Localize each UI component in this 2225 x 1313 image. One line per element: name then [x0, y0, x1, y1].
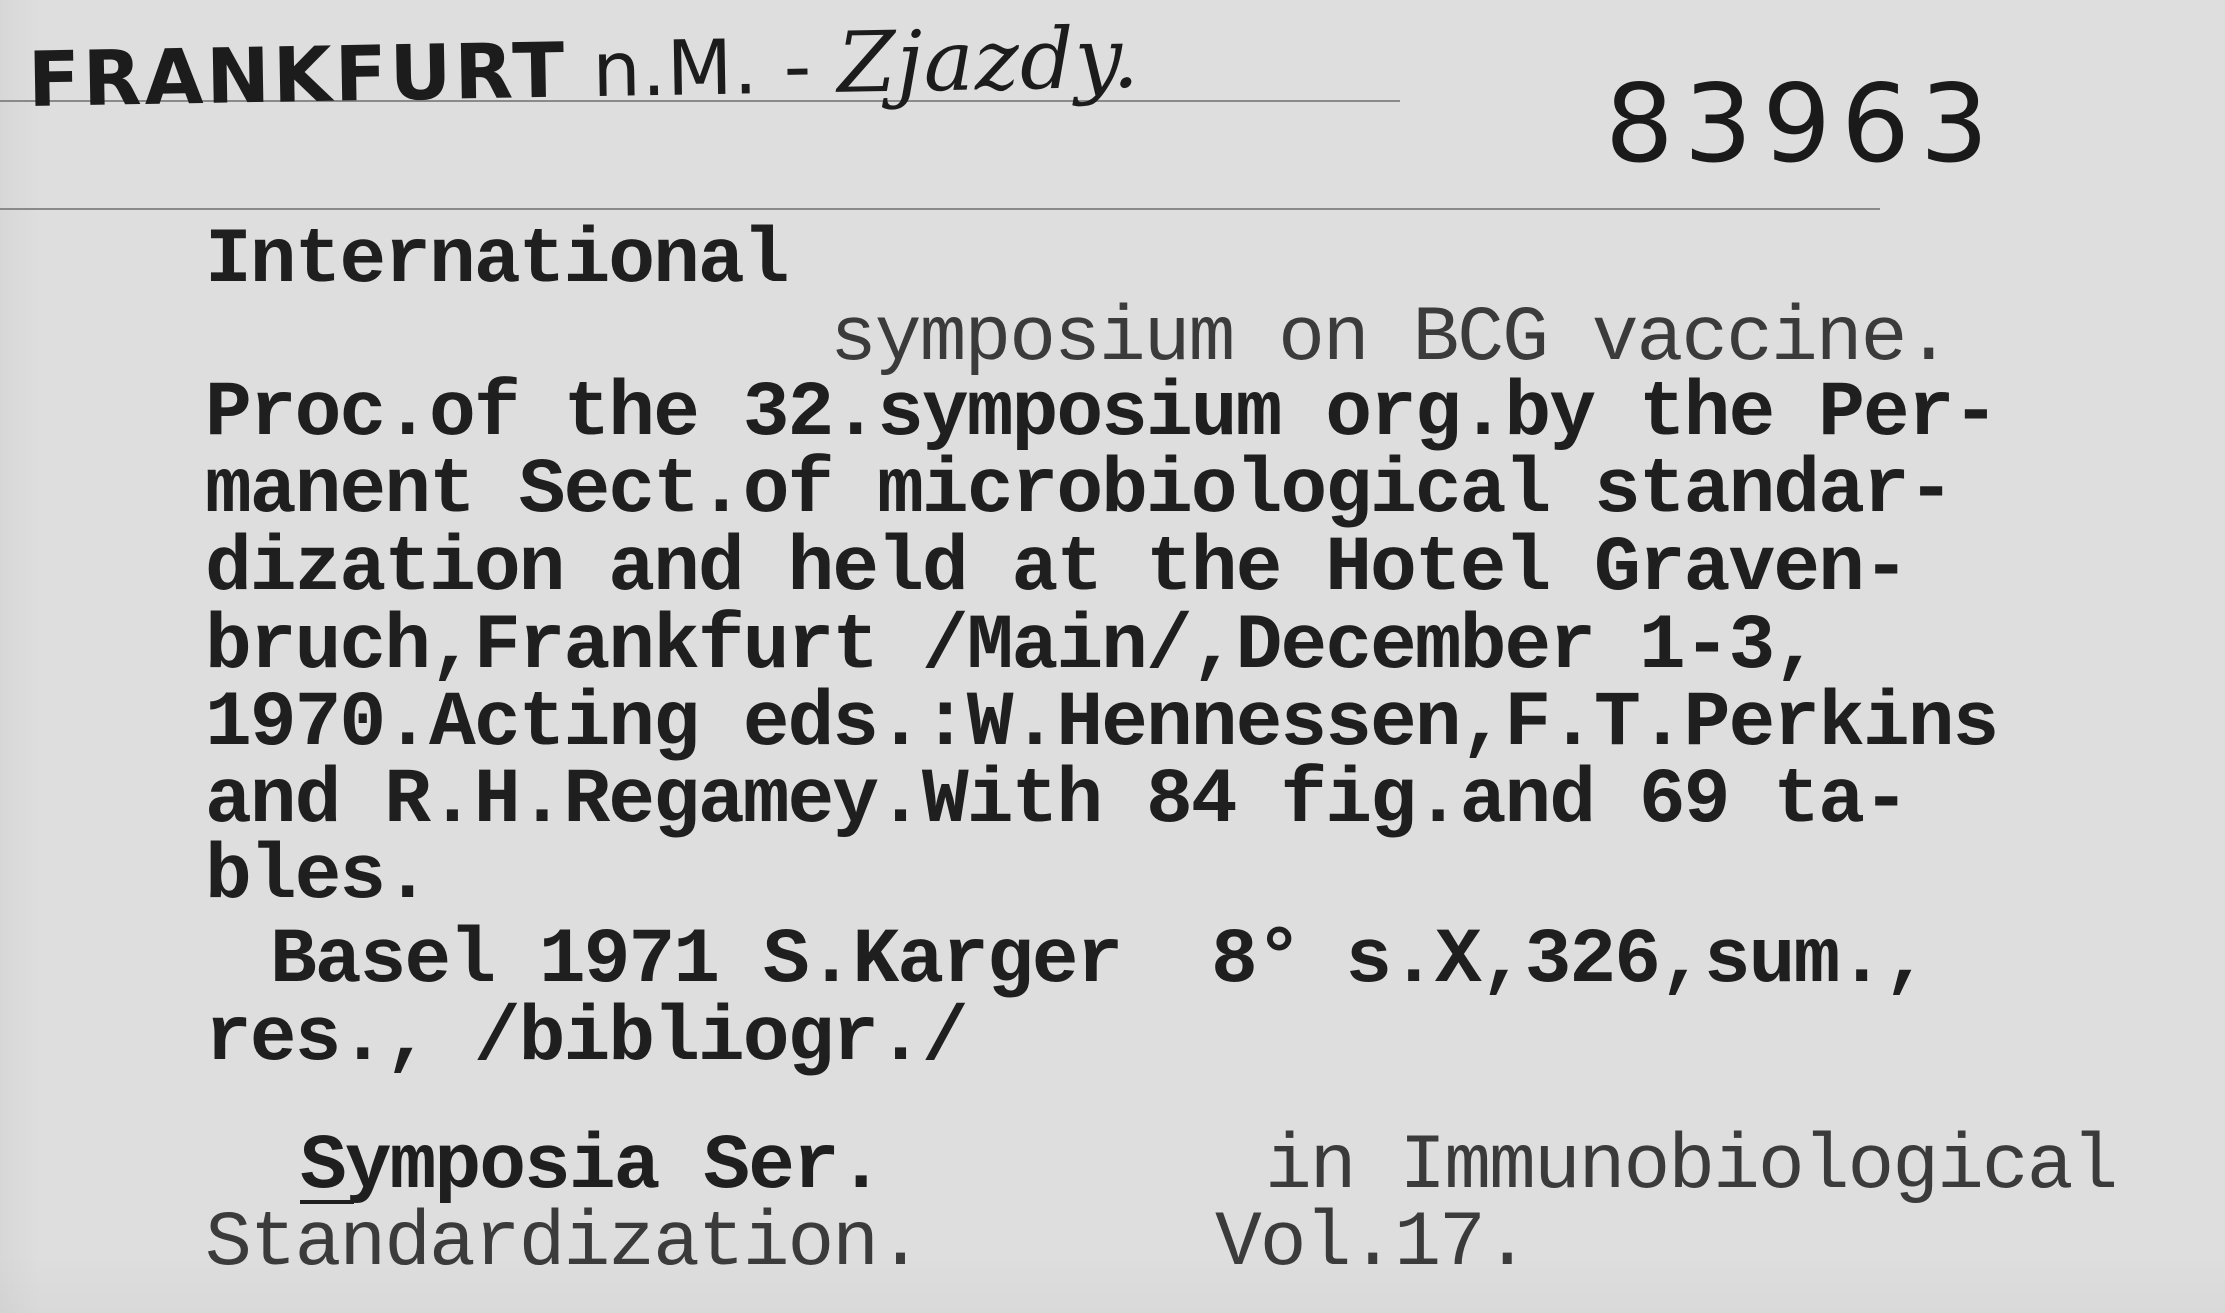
- series-left-1: Symposia Ser.: [300, 1123, 883, 1211]
- handwritten-heading: [27, 9, 1140, 126]
- body-line-4: manent Sect.of microbiological standar-: [205, 447, 1953, 535]
- body-line-3: Proc.of the 32.symposium org.by the Per-: [205, 370, 1998, 458]
- series-right-1: in Immunobiological: [1265, 1123, 2117, 1211]
- body-line-9: bles.: [205, 833, 430, 921]
- body-line-6: bruch,Frankfurt /Main/,December 1-3,: [205, 603, 1819, 691]
- imprint-line-2: res., /bibliogr./: [205, 995, 967, 1083]
- heading-abbrev: n.M. -: [566, 20, 839, 115]
- imprint-line: Basel 1971 S.Karger 8° s.X,326,sum.,: [270, 917, 1928, 1005]
- series-right-2: Vol.17.: [1215, 1200, 1529, 1288]
- body-line-2: symposium on BCG vaccine.: [830, 295, 1951, 383]
- body-line-7: 1970.Acting eds.:W.Hennessen,F.T.Perkins: [205, 680, 1998, 768]
- body-line-5: dization and held at the Hotel Graven-: [205, 525, 1908, 613]
- heading-subject: Zjazdy.: [836, 8, 1141, 112]
- body-line-1: International: [205, 217, 788, 305]
- body-line-8: and R.H.Regamey.With 84 fig.and 69 ta-: [205, 757, 1908, 845]
- series-left-2: Standardization.: [205, 1200, 922, 1288]
- heading-city: FRANKFURT: [27, 25, 569, 124]
- heading-rule: [0, 208, 1880, 210]
- call-number: 83963: [1605, 62, 1999, 187]
